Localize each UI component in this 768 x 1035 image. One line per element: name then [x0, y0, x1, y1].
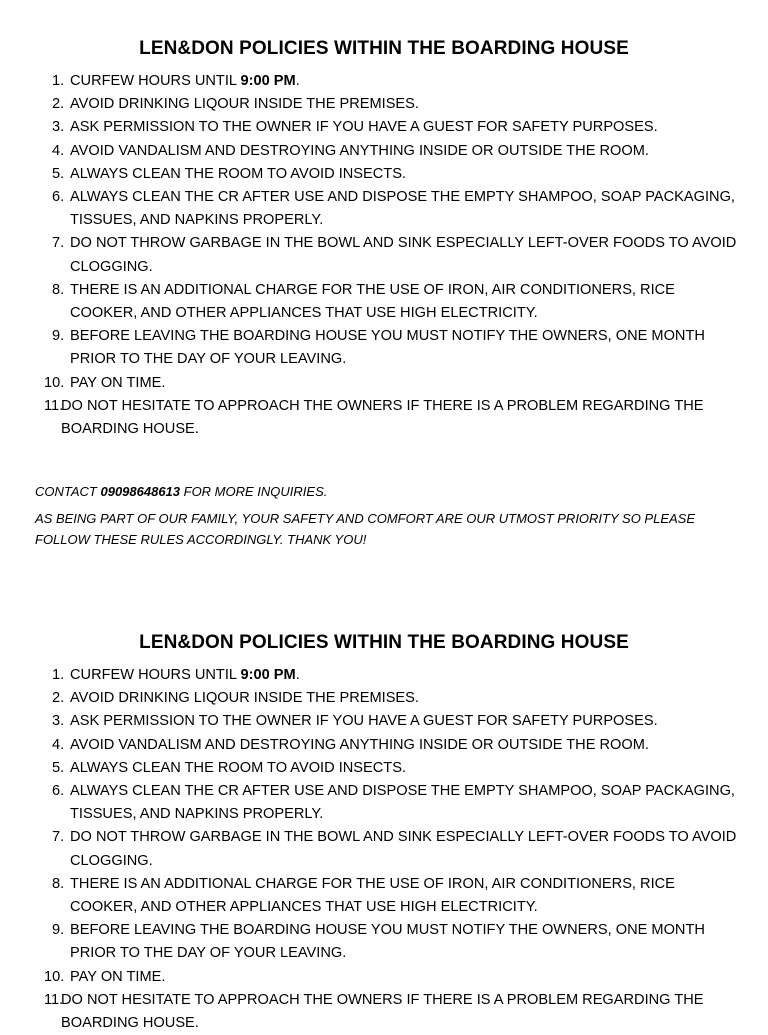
rules-list-repeat	[0, 664, 768, 1035]
rule-text: THERE IS AN ADDITIONAL CHARGE FOR THE USE OF IRON, AIR CONDITIONERS, RICE COOKER, AND OTHER APPLIANCES THAT USE HIGH ELECTRICITY.	[70, 875, 675, 916]
rule-item	[0, 279, 768, 325]
policy-section-1	[0, 36, 768, 441]
rule-item	[0, 163, 768, 186]
contact-suffix: FOR MORE INQUIRIES.	[180, 484, 328, 499]
rule-text: CURFEW HOURS UNTIL 9:00 PM.	[70, 667, 300, 683]
rule-item	[0, 734, 768, 757]
contact-line	[35, 481, 327, 502]
rule-item	[0, 710, 768, 733]
rule-item	[0, 687, 768, 710]
rule-item	[0, 989, 768, 1035]
rule-number: 5.	[52, 165, 65, 182]
rule-number: 7.	[52, 235, 65, 252]
rule-number: 11.	[44, 397, 64, 414]
rule-item	[0, 919, 768, 965]
rule-number: 7.	[52, 829, 65, 846]
rule-text: ASK PERMISSION TO THE OWNER IF YOU HAVE A GUEST FOR SAFETY PURPOSES.	[70, 119, 658, 136]
rule-item	[0, 966, 768, 989]
rule-item	[0, 70, 768, 93]
rule-text: AVOID DRINKING LIQOUR INSIDE THE PREMISES.	[70, 96, 419, 113]
rules-list	[0, 70, 768, 441]
rule-item	[0, 757, 768, 780]
rule-item	[0, 372, 768, 395]
rule-text: DO NOT THROW GARBAGE IN THE BOWL AND SINK ESPECIALLY LEFT-OVER FOODS TO AVOID CLOGGING.	[70, 829, 737, 869]
rule-text: ASK PERMISSION TO THE OWNER IF YOU HAVE A GUEST FOR SAFETY PURPOSES.	[70, 713, 658, 730]
rule-number: 8.	[52, 281, 65, 298]
page-title: LEN&DON POLICIES WITHIN THE BOARDING HOUSE	[139, 38, 629, 59]
contact-number: 09098648613	[100, 484, 181, 499]
rule-item	[0, 826, 768, 872]
rule-text: CURFEW HOURS UNTIL 9:00 PM.	[70, 73, 300, 89]
rule-number: 2.	[52, 690, 65, 707]
rule-text: ALWAYS CLEAN THE CR AFTER USE AND DISPOSE THE EMPTY SHAMPOO, SOAP PACKAGING, TISSUES, AND NAPKINS PROPERLY.	[70, 783, 735, 823]
page-title-repeat: LEN&DON POLICIES WITHIN THE BOARDING HOUSE	[139, 632, 629, 653]
rule-number: 4.	[52, 142, 65, 159]
rule-number: 3.	[52, 119, 65, 136]
rule-item	[0, 873, 768, 919]
rule-text: DO NOT THROW GARBAGE IN THE BOWL AND SINK ESPECIALLY LEFT-OVER FOODS TO AVOID CLOGGING.	[70, 235, 737, 275]
rule-number: 11.	[44, 991, 64, 1008]
rule-number: 4.	[52, 736, 65, 753]
rule-item	[0, 780, 768, 826]
rule-number: 6.	[52, 189, 65, 206]
rule-item	[0, 93, 768, 116]
rule-text: ALWAYS CLEAN THE ROOM TO AVOID INSECTS.	[70, 165, 406, 182]
rule-emphasis: 9:00 PM	[240, 667, 296, 683]
rule-item	[0, 325, 768, 371]
rule-text: PAY ON TIME.	[70, 374, 166, 391]
rule-item	[0, 664, 768, 687]
closing-note: AS BEING PART OF OUR FAMILY, YOUR SAFETY AND COMFORT ARE OUR UTMOST PRIORITY SO PLEASE FOLLOW THESE RULES ACCORDINGLY. THANK YOU!	[35, 511, 696, 547]
rule-number: 9.	[52, 328, 65, 345]
rule-number: 6.	[52, 783, 65, 800]
rule-emphasis: 9:00 PM	[240, 73, 296, 89]
rule-item	[0, 140, 768, 163]
rule-number: 10.	[44, 374, 65, 391]
rule-text: AVOID VANDALISM AND DESTROYING ANYTHING INSIDE OR OUTSIDE THE ROOM.	[70, 142, 649, 159]
rule-number: 2.	[52, 96, 65, 113]
rule-text: ALWAYS CLEAN THE ROOM TO AVOID INSECTS.	[70, 759, 406, 776]
rule-text: BEFORE LEAVING THE BOARDING HOUSE YOU MUST NOTIFY THE OWNERS, ONE MONTH PRIOR TO THE DAY OF YOUR LEAVING.	[70, 328, 705, 368]
rule-text: BEFORE LEAVING THE BOARDING HOUSE YOU MUST NOTIFY THE OWNERS, ONE MONTH PRIOR TO THE DAY OF YOUR LEAVING.	[70, 922, 705, 962]
rule-text: AVOID DRINKING LIQOUR INSIDE THE PREMISES.	[70, 690, 419, 707]
rule-text: DO NOT HESITATE TO APPROACH THE OWNERS IF THERE IS A PROBLEM REGARDING THE BOARDING HOUSE.	[61, 397, 704, 438]
rule-item	[0, 232, 768, 278]
rule-number: 1.	[52, 667, 65, 683]
rule-item	[0, 116, 768, 139]
rule-number: 8.	[52, 875, 65, 892]
rule-number: 10.	[44, 968, 65, 985]
rule-text: THERE IS AN ADDITIONAL CHARGE FOR THE USE OF IRON, AIR CONDITIONERS, RICE COOKER, AND OTHER APPLIANCES THAT USE HIGH ELECTRICITY.	[70, 281, 675, 322]
rule-number: 3.	[52, 713, 65, 730]
rule-text: ALWAYS CLEAN THE CR AFTER USE AND DISPOSE THE EMPTY SHAMPOO, SOAP PACKAGING, TISSUES, AND NAPKINS PROPERLY.	[70, 189, 735, 229]
rule-number: 1.	[52, 73, 65, 89]
rule-number: 5.	[52, 759, 65, 776]
rule-item	[0, 186, 768, 232]
rule-number: 9.	[52, 922, 65, 939]
rule-text: PAY ON TIME.	[70, 968, 166, 985]
policy-section-2	[0, 630, 768, 1035]
rule-text: AVOID VANDALISM AND DESTROYING ANYTHING INSIDE OR OUTSIDE THE ROOM.	[70, 736, 649, 753]
rule-item	[0, 395, 768, 441]
contact-prefix: CONTACT	[35, 484, 101, 499]
rule-text: DO NOT HESITATE TO APPROACH THE OWNERS IF THERE IS A PROBLEM REGARDING THE BOARDING HOUSE.	[61, 991, 704, 1032]
